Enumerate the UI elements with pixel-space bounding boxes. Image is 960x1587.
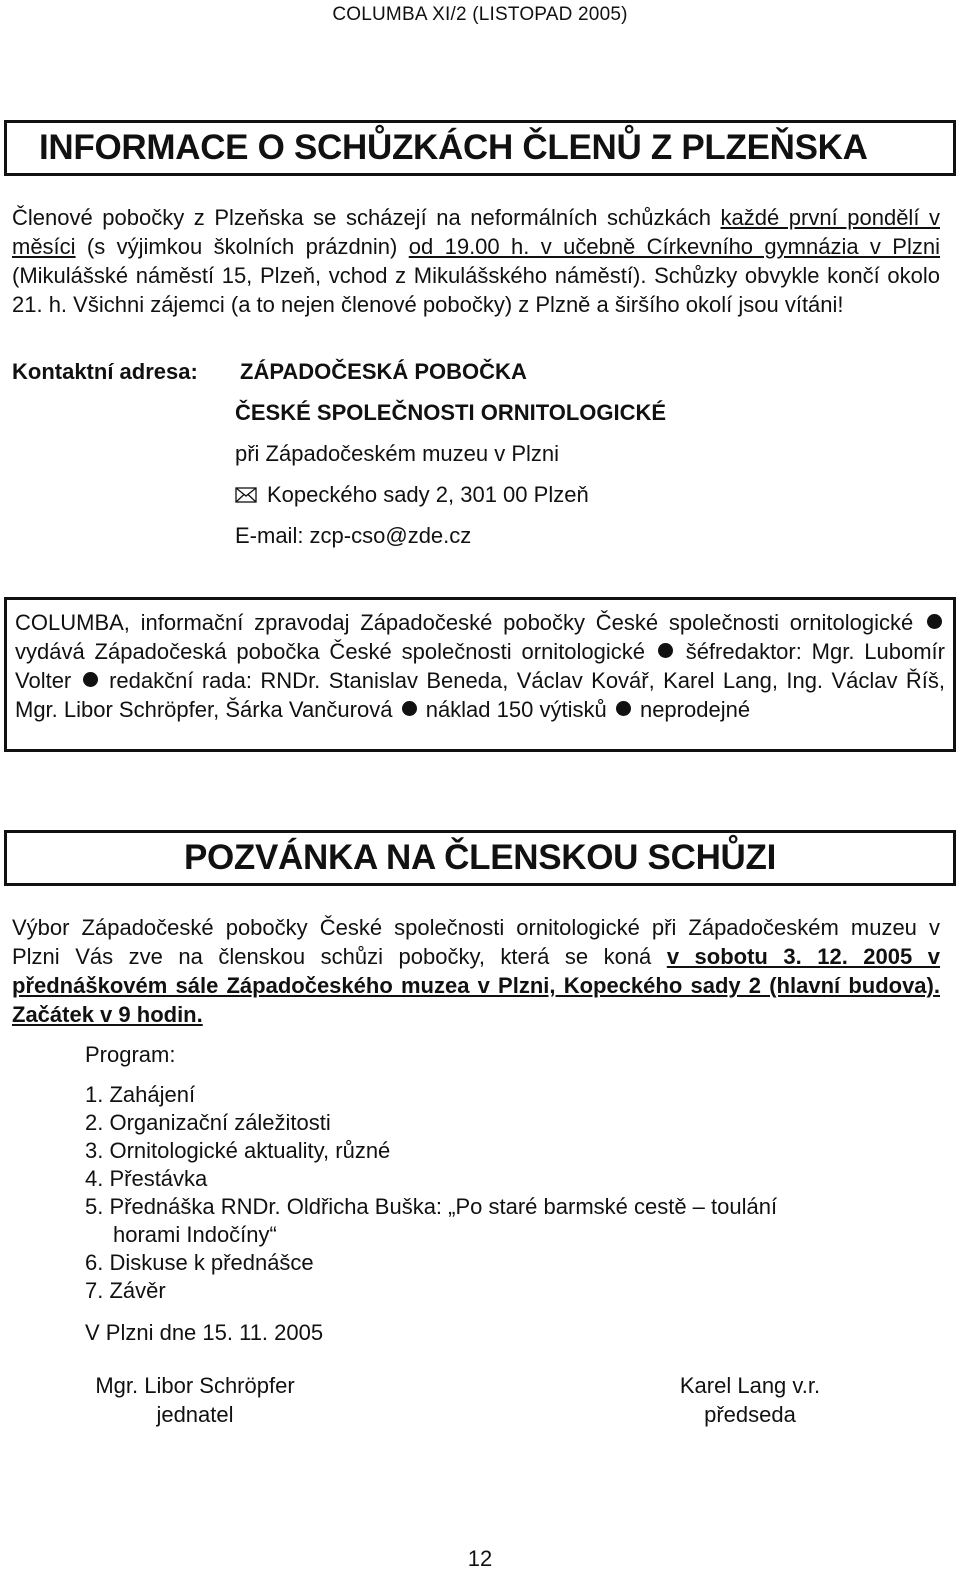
invitation-paragraph (12, 913, 940, 1029)
program-item-continued: horami Indočíny“ (113, 1222, 277, 1247)
masthead-part1: COLUMBA, informační zpravodaj Západočeské pobočky České společnosti ornitologické (15, 610, 914, 635)
signature-chairman (615, 1371, 885, 1429)
invitation-title: POZVÁNKA NA ČLENSKOU SCHŮZI (183, 838, 777, 877)
signer-role: předseda (704, 1402, 796, 1427)
program-label: Program: (85, 1042, 176, 1067)
signer-name: Mgr. Libor Schröpfer (95, 1373, 295, 1398)
signer-name: Karel Lang v.r. (679, 1373, 821, 1398)
meetings-text-c: (Mikulášské náměstí 15, Plzeň, vchod z Mikulášského náměstí). Schůzky obvykle končí okolo 21. h. Všichni zájemci (a to nejen členové pobočky) z Plzně a širšího okolí jsou vítáni! (12, 263, 940, 317)
contact-org-line2: ČESKÉ SPOLEČNOSTI ORNITOLOGICKÉ (235, 400, 667, 425)
page-number: 12 (467, 1546, 493, 1571)
program-item: 5. Přednáška RNDr. Oldřicha Buška: „Po staré barmské cestě – toulání (85, 1194, 778, 1219)
meetings-text-b: (s výjimkou školních prázdnin) (75, 234, 409, 259)
program-item: 4. Přestávka (85, 1166, 208, 1191)
date-place: V Plzni dne 15. 11. 2005 (85, 1320, 324, 1345)
invitation-text: Výbor Západočeské pobočky České společnosti ornitologické při Západočeském muzeu v Plzni Vás zve na členskou schůzi pobočky, která se koná (12, 915, 940, 969)
masthead-part5: náklad 150 výtisků (425, 697, 607, 722)
bullet-dot (83, 672, 98, 687)
program-item: 3. Ornitologické aktuality, různé (85, 1138, 391, 1163)
bullet-dot (616, 701, 631, 716)
masthead-part3: šéfredaktor: Mgr. Lubomír Volter (15, 639, 945, 693)
contact-address-text: Kopeckého sady 2, 301 00 Plzeň (267, 482, 589, 507)
bullet-dot (402, 701, 417, 716)
program-item: 2. Organizační záležitosti (85, 1110, 331, 1135)
contact-org-line1: ZÁPADOČESKÁ POBOČKA (240, 359, 527, 384)
bullet-dot (658, 643, 673, 658)
invitation-when-where: v sobotu 3. 12. 2005 v přednáškovém sále Západočeského muzea v Plzni, Kopeckého sady 2 (hlavní budova). Začátek v 9 hodin. (12, 944, 940, 1027)
meetings-text-a: Členové pobočky z Plzeňska se scházejí na neformálních schůzkách (12, 205, 721, 230)
contact-org-line3: při Západočeském muzeu v Plzni (235, 441, 560, 466)
signer-role: jednatel (156, 1402, 234, 1427)
section-title-box (4, 120, 956, 176)
section-title: INFORMACE O SCHŮZKÁCH ČLENŮ Z PLZEŇSKA (39, 128, 868, 167)
masthead-part4: redakční rada: RNDr. Stanislav Beneda, Václav Kovář, Karel Lang, Ing. Václav Říš, Mgr. Libor Schröpfer, Šárka Vančurová (15, 668, 945, 722)
contact-label: Kontaktní adresa: (12, 359, 198, 384)
meetings-paragraph (12, 203, 940, 319)
program-item: 7. Závěr (85, 1278, 166, 1303)
meetings-when: každé první pondělí v měsíci (12, 205, 940, 259)
running-header: COLUMBA XI/2 (LISTOPAD 2005) (332, 4, 628, 25)
invitation-title-box (4, 830, 956, 886)
contact-address (235, 482, 589, 508)
envelope-icon (235, 487, 257, 503)
meetings-where: od 19.00 h. v učebně Církevního gymnázia v Plzni (408, 234, 940, 259)
masthead-box (4, 597, 956, 752)
program-item: 6. Diskuse k přednášce (85, 1250, 314, 1275)
contact-email: E-mail: zcp-cso@zde.cz (235, 523, 472, 548)
masthead-text (15, 608, 945, 724)
masthead-part6: neprodejné (639, 697, 751, 722)
bullet-dot (927, 614, 942, 629)
signature-secretary (60, 1371, 330, 1429)
masthead-part2: vydává Západočeská pobočka České společnosti ornitologické (15, 639, 646, 664)
program-item: 1. Zahájení (85, 1082, 196, 1107)
